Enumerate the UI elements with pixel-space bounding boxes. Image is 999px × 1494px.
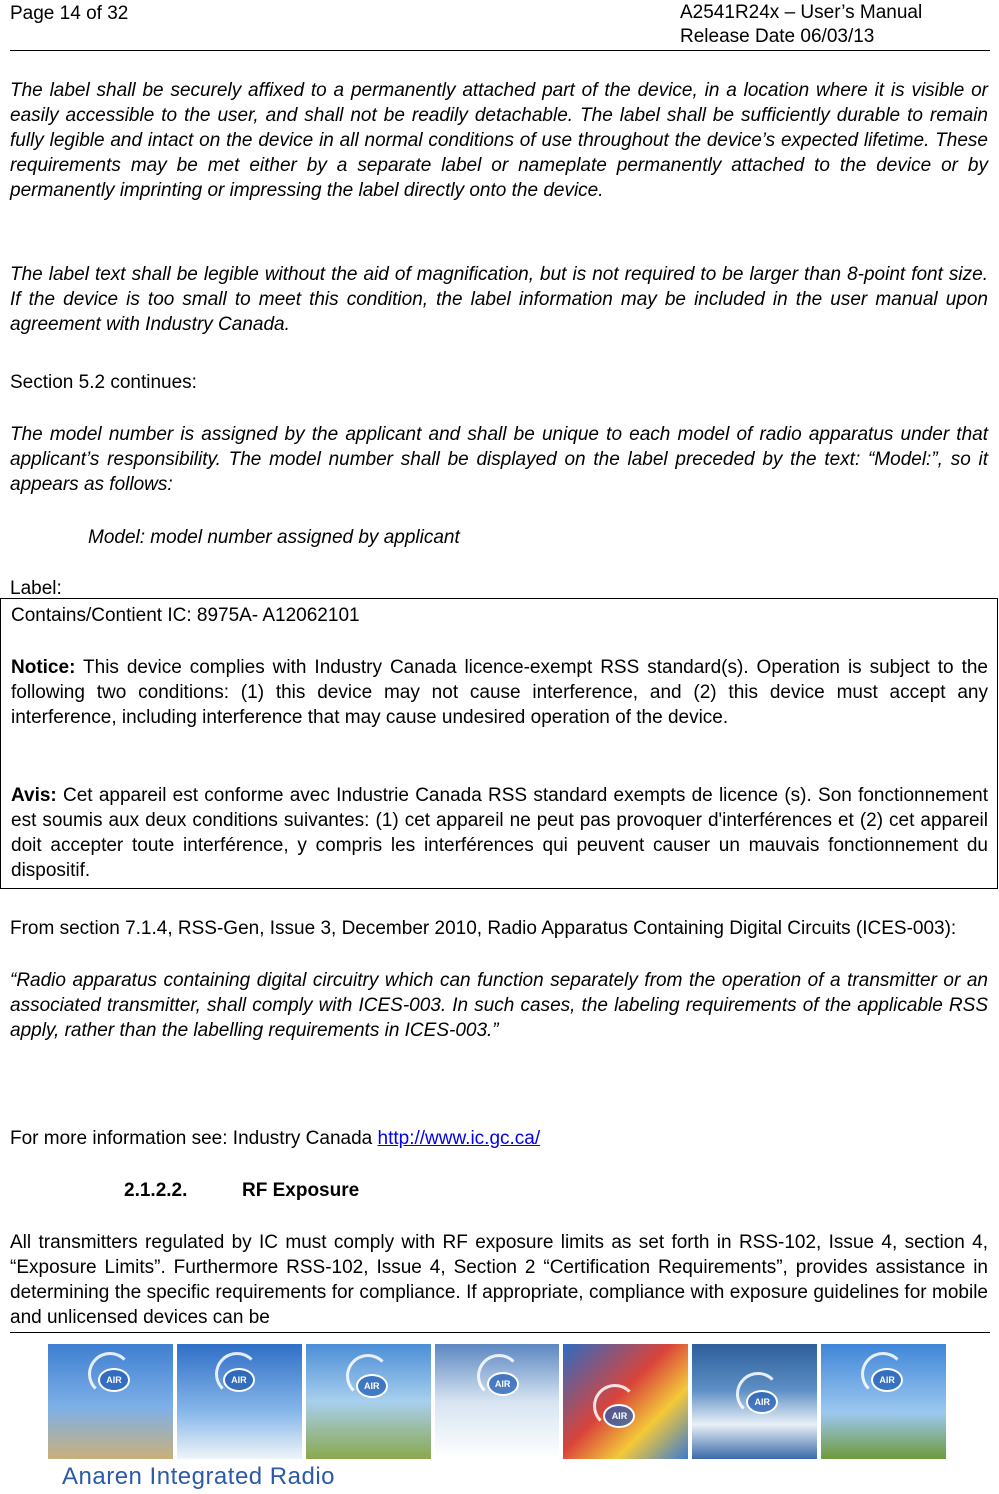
banner-photo-windsurfer <box>563 1344 688 1459</box>
banner-photo-skateboarder <box>48 1344 173 1459</box>
brand-name: Anaren Integrated Radio <box>62 1463 336 1490</box>
section-title: RF Exposure <box>242 1180 360 1201</box>
page-number: Page 14 of 32 <box>10 3 129 24</box>
document-title: A2541R24x – User’s Manual <box>680 2 923 23</box>
industry-canada-link[interactable]: http://www.ic.gc.ca/ <box>377 1128 541 1149</box>
notice-label: Notice: <box>11 657 76 678</box>
air-badge-icon: AIR <box>223 1368 255 1392</box>
notice-text: This device complies with Industry Canada licence-exempt RSS standard(s). Operation is subject to the following two conditions: (1) this device may not cause interference, and (2) this device must accept any interference, including interference that may cause undesired operation of the device. <box>11 657 988 728</box>
model-example: Model: model number assigned by applicant <box>88 527 460 548</box>
air-badge-icon: AIR <box>603 1404 635 1428</box>
label-notice <box>11 655 988 730</box>
page-header <box>10 0 990 51</box>
document-title-block <box>680 1 922 49</box>
paragraph-model-number: The model number is assigned by the applicant and shall be unique to each model of radio apparatus under that applicant’s responsibility. The model number shall be displayed on the label preceded by the text: “Model:”, so it appears as follows: <box>10 424 988 495</box>
label-box <box>0 598 998 889</box>
label-avis <box>11 783 988 883</box>
air-badge-icon: AIR <box>487 1372 519 1396</box>
paragraph-more-info <box>10 1126 988 1151</box>
section-number: 2.1.2.2. <box>124 1180 188 1201</box>
paragraph-ices-quote: “Radio apparatus containing digital circuitry which can function separately from the operation of a transmitter or an associated transmitter, shall comply with ICES-003. In such cases, the labeling requirements of the applicable RSS apply, rather than the labelling requirements in ICES-003.” <box>10 970 988 1041</box>
air-badge-icon: AIR <box>871 1368 903 1392</box>
paragraph-label-affixing: The label shall be securely affixed to a permanently attached part of the device, in a location where it is visible or easily accessible to the user, and shall not be readily detachable. The label shall be sufficiently durable to remain fully legible and intact on the device in all normal conditions of use throughout the device’s expected lifetime. These requirements may be met either by a separate label or nameplate permanently attached to the device or by permanently imprinting or impressing the label directly onto the device. <box>10 80 988 201</box>
air-badge-icon: AIR <box>746 1390 778 1414</box>
banner-photo-snowboarder <box>435 1344 560 1459</box>
banner-photo-skier <box>177 1344 302 1459</box>
paragraph-rss-gen-reference: From section 7.1.4, RSS-Gen, Issue 3, December 2010, Radio Apparatus Containing Digital Circuits (ICES-003): <box>10 918 957 939</box>
banner-photo-surfer <box>692 1344 817 1459</box>
air-badge-icon: AIR <box>356 1374 388 1398</box>
more-info-text: For more information see: Industry Canada <box>10 1128 378 1149</box>
footer-rule <box>10 1332 990 1333</box>
air-badge-icon: AIR <box>98 1368 130 1392</box>
paragraph-rf-exposure: All transmitters regulated by IC must comply with RF exposure limits as set forth in RSS-102, Issue 4, section 4, “Exposure Limits”. Furthermore RSS-102, Issue 4, Section 2 “Certification Requirements”, provides assistance in determining the specific requirements for compliance. If appropriate, compliance with exposure guidelines for mobile and unlicensed devices can be <box>10 1232 988 1328</box>
label-ic-number: Contains/Contient IC: 8975A- A12062101 <box>11 605 360 626</box>
avis-text: Cet appareil est conforme avec Industrie Canada RSS standard exempts de licence (s). Son fonctionnement est soumis aux deux conditions suivantes: (1) cet appareil ne peut pas provoquer d'interférences et (2) cet appareil doit accepter toute interférence, y compris les interférences qui peuvent causer un mauvais fonctionnement du dispositif. <box>11 785 988 881</box>
release-date: Release Date 06/03/13 <box>680 26 875 47</box>
paragraph-section-continues: Section 5.2 continues: <box>10 372 197 393</box>
footer-banner <box>48 1344 946 1459</box>
label-heading: Label: <box>10 578 62 599</box>
paragraph-label-legibility: The label text shall be legible without the aid of magnification, but is not required to be larger than 8-point font size. If the device is too small to meet this condition, the label information may be included in the user manual upon agreement with Industry Canada. <box>10 264 988 335</box>
banner-photo-jumper <box>821 1344 946 1459</box>
banner-photo-cyclist <box>306 1344 431 1459</box>
avis-label: Avis: <box>11 785 57 806</box>
